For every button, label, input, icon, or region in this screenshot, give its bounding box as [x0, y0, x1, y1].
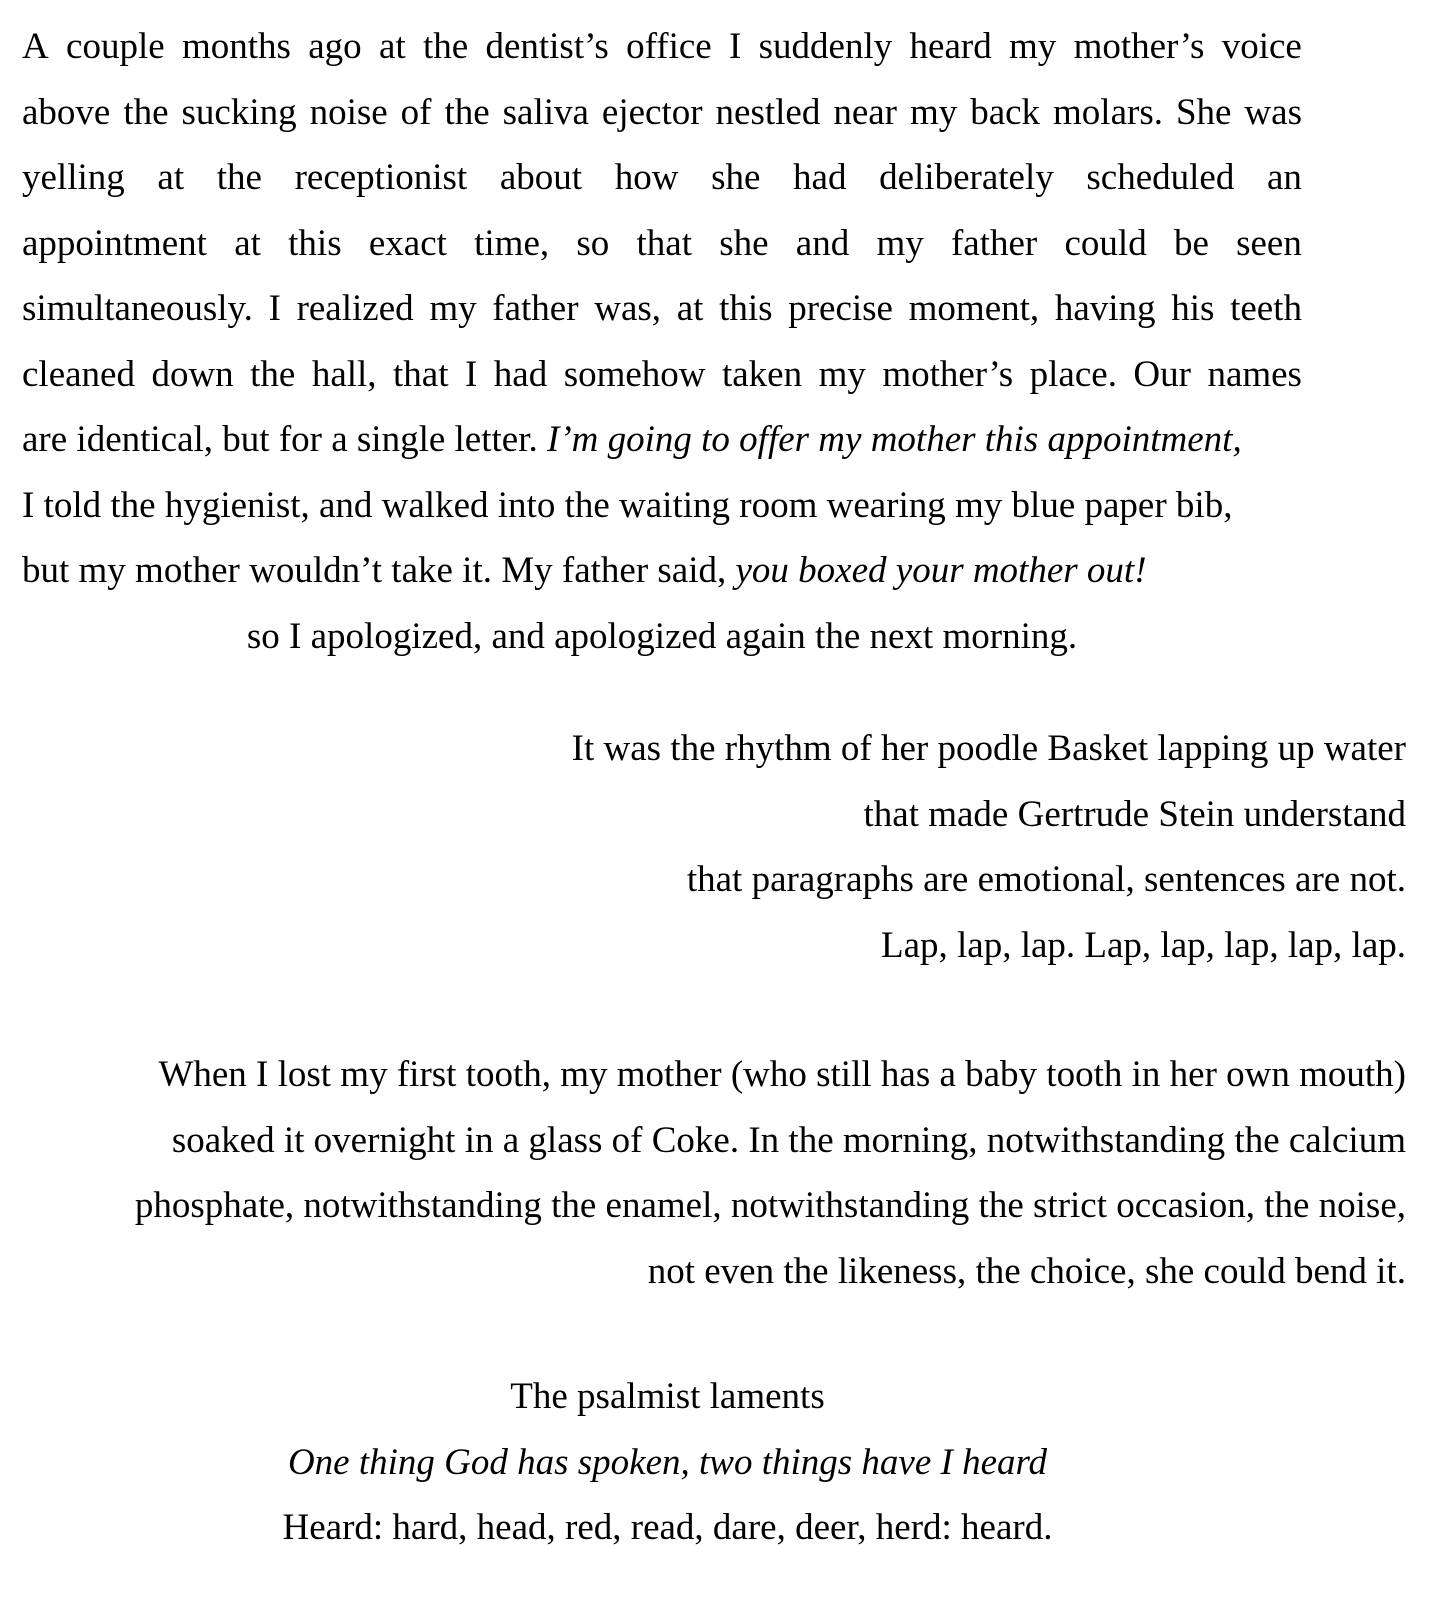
- poem-word: that: [393, 353, 449, 395]
- poem-word: I: [464, 353, 478, 395]
- poem-word: precise: [788, 288, 893, 329]
- poem-word: I: [268, 288, 281, 329]
- poem-word: suddenly: [758, 26, 893, 67]
- poem-word: seen: [1236, 222, 1302, 264]
- poem-word: she: [719, 222, 769, 264]
- poem-line: that paragraphs are emotional, sentences are not.: [686, 859, 1406, 900]
- poem-line: [22, 276, 1302, 342]
- poem-word: office: [626, 26, 712, 67]
- poem-line: [22, 342, 1302, 408]
- poem-word: nestled: [715, 91, 821, 133]
- poem-word: cleaned: [22, 353, 135, 395]
- poem-word: my: [1009, 26, 1057, 67]
- poem-word: my: [909, 91, 958, 133]
- poem-word: at: [378, 26, 406, 67]
- poem-word: somehow: [563, 353, 706, 395]
- poem-word: deliberately: [879, 157, 1054, 198]
- poem-word: back: [970, 91, 1041, 133]
- poem-line-roman: are identical, but for a single letter.: [22, 419, 547, 460]
- poem-word: heard: [909, 26, 992, 67]
- poem-word: at: [157, 157, 185, 198]
- poem-line: [22, 14, 1302, 80]
- poem-word: molars.: [1053, 91, 1163, 133]
- poem-word: saliva: [502, 91, 589, 133]
- poem-line: not even the likeness, the choice, she could bend it.: [647, 1250, 1406, 1292]
- poem-word: names: [1207, 353, 1302, 395]
- poem-line: Heard: hard, head, red, read, dare, deer, herd: heard.: [282, 1507, 1053, 1548]
- poem-line-italic: I’m going to offer my mother this appointment,: [547, 419, 1242, 460]
- poem-word: time,: [474, 222, 550, 264]
- poem-word: the: [216, 157, 262, 198]
- poem-word: the: [444, 91, 490, 133]
- poem-line: [22, 80, 1302, 146]
- poem-word: was: [1244, 91, 1302, 133]
- poem-word: she: [711, 157, 761, 198]
- poem-word: at: [676, 288, 704, 329]
- stanza-four: [0, 1364, 1335, 1561]
- poem-line: phosphate, notwithstanding the enamel, notwithstanding the strict occasion, the noise,: [134, 1185, 1406, 1226]
- poem-line-indented: so I apologized, and apologized again the next morning.: [246, 615, 1078, 657]
- poem-word: was,: [594, 288, 662, 329]
- stanza-one: [22, 14, 1302, 669]
- poem-line: [22, 538, 1302, 604]
- poem-line-roman: but my mother wouldn’t take it. My father said,: [22, 550, 736, 591]
- poem-word: simultaneously.: [22, 288, 253, 329]
- poem-word: his: [1171, 288, 1215, 329]
- poem-word: mother’s: [1073, 26, 1205, 67]
- poem-word: having: [1054, 288, 1156, 329]
- poem-word: yelling: [22, 157, 125, 198]
- poem-line: Lap, lap, lap. Lap, lap, lap, lap, lap.: [880, 924, 1406, 966]
- poem-word: had: [793, 157, 847, 198]
- poem-line: [22, 145, 1302, 211]
- poem-word: that: [636, 222, 692, 264]
- poem-word: near: [833, 91, 897, 133]
- poem-word: my: [876, 222, 924, 264]
- poem-word: and: [795, 222, 850, 264]
- poem-word: Our: [1133, 353, 1191, 395]
- poem-line: [22, 473, 1302, 539]
- poem-word: so: [576, 222, 610, 264]
- poem-word: could: [1064, 222, 1147, 264]
- poem-word: mother’s: [882, 353, 1014, 395]
- poem-word: A: [22, 26, 49, 67]
- poem-line-italic: you boxed your mother out!: [735, 550, 1147, 591]
- poem-word: ago: [308, 26, 362, 67]
- poem-word: father: [950, 222, 1038, 264]
- poem-word: the: [422, 26, 469, 67]
- poem-word: about: [499, 157, 583, 198]
- poem-word: my: [429, 288, 477, 329]
- poem-word: had: [493, 353, 548, 395]
- poem-word: how: [614, 157, 679, 198]
- poem-line: [22, 407, 1302, 473]
- poem-line-italic: One thing God has spoken, two things have I heard: [287, 1441, 1048, 1483]
- poem-line: The psalmist laments: [510, 1376, 825, 1417]
- poem-word: exact: [368, 222, 447, 264]
- poem-word: voice: [1221, 26, 1302, 67]
- poem-word: sucking: [181, 91, 297, 133]
- poem-word: realized: [296, 288, 414, 329]
- poem-word: ejector: [601, 91, 703, 133]
- poem-word: moment,: [908, 288, 1040, 329]
- poem-line: soaked it overnight in a glass of Coke. In the morning, notwithstanding the calcium: [171, 1119, 1406, 1161]
- stanza-three: [26, 1042, 1406, 1304]
- stanza-two: [26, 716, 1406, 978]
- poem-word: the: [123, 91, 169, 133]
- poem-line: It was the rhythm of her poodle Basket lapping up water: [571, 728, 1406, 769]
- poem-word: appointment: [22, 222, 207, 264]
- poem-word: at: [234, 222, 261, 264]
- poem-word: scheduled: [1086, 157, 1235, 198]
- poem-word: dentist’s: [485, 26, 609, 67]
- poem-word: noise: [309, 91, 388, 133]
- poem-line: [22, 211, 1302, 277]
- poem-word: above: [22, 91, 111, 133]
- poem-word: this: [288, 222, 342, 264]
- poem-word: months: [181, 26, 291, 67]
- poem-word: this: [719, 288, 773, 329]
- poem-word: hall,: [311, 353, 377, 395]
- poem-word: of: [400, 91, 432, 133]
- poem-word: the: [250, 353, 296, 395]
- poem-word: place.: [1029, 353, 1117, 395]
- poem-word: teeth: [1230, 288, 1302, 329]
- poem-word: be: [1173, 222, 1209, 264]
- poem-word: I: [729, 26, 742, 67]
- poem-line: When I lost my first tooth, my mother (who still has a baby tooth in her own mouth): [158, 1054, 1406, 1095]
- poem-word: down: [151, 353, 234, 395]
- poem-word: an: [1266, 157, 1302, 198]
- poem-word: my: [818, 353, 866, 395]
- poem-word: father: [492, 288, 579, 329]
- poem-word: She: [1175, 91, 1232, 133]
- poem-word: couple: [66, 26, 165, 67]
- poem-word: taken: [721, 353, 803, 395]
- poem-line-roman: I told the hygienist, and walked into the waiting room wearing my blue paper bib,: [22, 484, 1233, 526]
- poem-line: that made Gertrude Stein understand: [863, 793, 1406, 835]
- poem-word: receptionist: [294, 157, 468, 198]
